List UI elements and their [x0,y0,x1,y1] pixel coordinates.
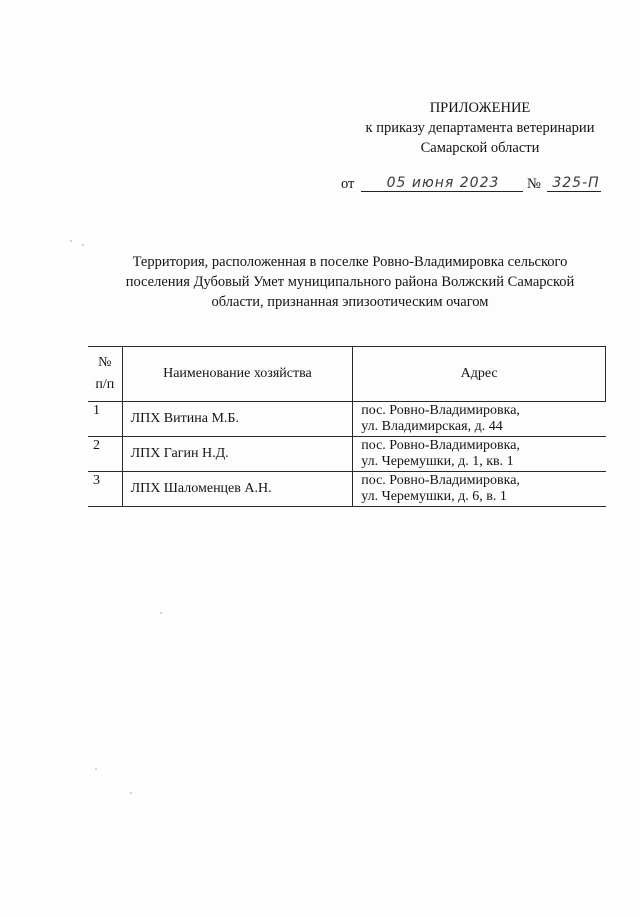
order-number-label: № [527,176,541,192]
appendix-heading: ПРИЛОЖЕНИЕ [429,100,531,116]
row-number: 1 [88,402,122,437]
title-line-2: поселения Дубовый Умет муниципального района Волжский Самарской [125,274,575,290]
address-line-2: ул. Черемушки, д. 1, кв. 1 [361,454,514,469]
header-address: Адрес [353,347,606,402]
row-number: 3 [88,472,122,507]
table-row [88,402,606,437]
title-line-3: области, признанная эпизоотическим очагом [211,294,489,310]
document-title [100,252,600,312]
order-date: 05 июня 2023 [386,175,500,191]
appendix-line-2: к приказу департамента ветеринарии [365,120,595,136]
farm-name: ЛПХ Витина М.Б. [122,402,353,437]
address-line-1: пос. Ровно-Владимировка, [361,403,520,418]
address-line-2: ул. Владимирская, д. 44 [361,419,503,434]
header-number-sign: № [98,355,112,370]
header-number-pp: п/п [95,377,115,392]
farm-address [353,402,606,437]
table-header-row [88,347,606,402]
farms-table [88,346,606,507]
scan-speck [95,768,97,770]
appendix-header [330,98,630,158]
title-line-1: Территория, расположенная в поселке Ровно-Владимировка сельского [132,254,568,270]
row-number: 2 [88,437,122,472]
table-row [88,437,606,472]
scan-speck [130,792,132,794]
farm-address [353,472,606,507]
scan-speck [70,240,72,242]
address-line-2: ул. Черемушки, д. 6, в. 1 [361,489,507,504]
header-farm-name: Наименование хозяйства [122,347,353,402]
header-number [88,347,122,402]
appendix-line-3: Самарской области [420,140,540,156]
number-underline [547,191,601,192]
address-line-1: пос. Ровно-Владимировка, [361,473,520,488]
order-from-label: от [341,176,355,192]
farm-address [353,437,606,472]
scan-speck [160,612,162,614]
address-line-1: пос. Ровно-Владимировка, [361,438,520,453]
order-number: 325-П [552,175,600,191]
order-reference [341,172,621,196]
scan-speck [82,244,84,246]
table-row [88,472,606,507]
farm-name: ЛПХ Гагин Н.Д. [122,437,353,472]
date-underline [361,191,523,192]
farm-name: ЛПХ Шаломенцев А.Н. [122,472,353,507]
